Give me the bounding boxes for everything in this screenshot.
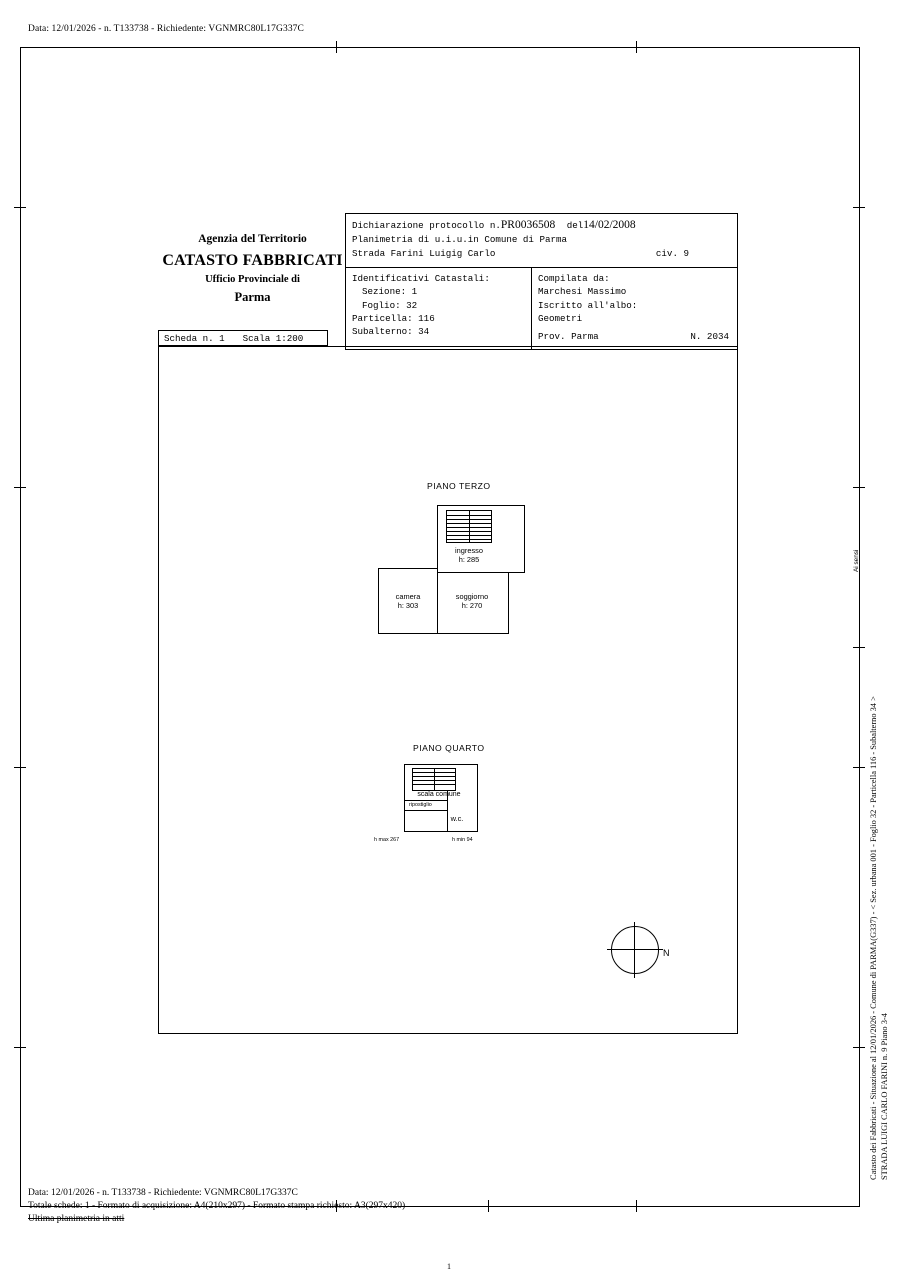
footer-line-1: Data: 12/01/2026 - n. T133738 - Richiedente: VGNMRC80L17G337C bbox=[28, 1188, 298, 1198]
sezione-label: Sezione: bbox=[362, 286, 407, 298]
compass-north-letter: N bbox=[663, 948, 670, 958]
room-name-ingresso: ingresso bbox=[455, 546, 483, 555]
footer-line-2: Totale schede: 1 - Formato di acquisizione: A4(210x297) - Formato stampa richiesto: A3(297x420) bbox=[28, 1201, 406, 1211]
page-number: 1 bbox=[447, 1262, 451, 1271]
protocol-label: Dichiarazione protocollo n. bbox=[352, 220, 501, 231]
foglio-label: Foglio: bbox=[362, 299, 401, 311]
compiled-by-value: Marchesi Massimo bbox=[538, 286, 627, 298]
compiler-info bbox=[532, 268, 737, 349]
footer-line-3-text: Ultima planimetria in atti bbox=[28, 1214, 125, 1224]
agency-line-3: Ufficio Provinciale di bbox=[205, 274, 300, 286]
particella-label: Particella: bbox=[352, 313, 413, 325]
room-label-soggiorno bbox=[441, 592, 503, 611]
subalterno-row bbox=[352, 325, 525, 338]
drawing-frame bbox=[158, 346, 738, 1034]
cadastral-identifiers bbox=[346, 268, 532, 349]
room-label-wc: w.c. bbox=[450, 814, 464, 823]
identifiers-title: Identificativi Catastali: bbox=[352, 273, 490, 284]
subalterno-label: Subalterno: bbox=[352, 326, 413, 338]
room-height-ingresso: h: 285 bbox=[458, 555, 480, 565]
room-label-ingresso bbox=[442, 546, 496, 565]
floor-label-third: PIANO TERZO bbox=[427, 481, 491, 491]
agency-line-1: Agenzia del Territorio bbox=[198, 233, 307, 245]
address-row bbox=[346, 245, 737, 263]
room-name-camera: camera bbox=[395, 592, 421, 601]
side-strip-drawing-label: Ai sensi bbox=[853, 549, 860, 572]
declaration-columns bbox=[346, 268, 737, 349]
subalterno-value: 34 bbox=[418, 326, 430, 338]
date-value: 14/02/2008 bbox=[583, 219, 636, 231]
header-request-note: Data: 12/01/2026 - n. T133738 - Richiedente: VGNMRC80L17G337C bbox=[28, 24, 304, 34]
side-strip-line-2: STRADA LUIGI CARLO FARINI n. 9 Piano 3-4 bbox=[880, 1013, 889, 1180]
register-value: Geometri bbox=[538, 313, 583, 325]
compiled-by-label: Compilata da: bbox=[538, 273, 610, 284]
room-label-camera bbox=[380, 592, 436, 611]
protocol-value: PR0036508 bbox=[500, 219, 556, 231]
declaration-box bbox=[345, 213, 738, 350]
planimetry-row: Planimetria di u.i.u.in Comune di Parma bbox=[352, 234, 568, 245]
room-name-soggiorno: soggiorno bbox=[455, 592, 489, 601]
register-label: Iscritto all'albo: bbox=[538, 299, 638, 311]
height-min-note: h min 94 bbox=[452, 837, 473, 843]
scheda-bar bbox=[158, 330, 328, 346]
height-max-note: h max 267 bbox=[374, 837, 400, 843]
room-height-camera: h: 303 bbox=[397, 601, 419, 611]
protocol-row bbox=[346, 214, 737, 231]
sezione-row bbox=[352, 285, 525, 298]
province-label: Prov. Parma bbox=[538, 331, 599, 343]
particella-row bbox=[352, 312, 525, 325]
footer-line-3 bbox=[28, 1214, 124, 1224]
address-value: Strada Farini Luigig Carlo bbox=[352, 248, 496, 259]
scheda-scale: Scala 1:200 bbox=[242, 333, 304, 344]
registration-number: N. 2034 bbox=[690, 331, 729, 343]
compass-rose bbox=[611, 926, 659, 974]
civic-number: civ. 9 bbox=[655, 248, 689, 259]
agency-line-2: CATASTO FABBRICATI bbox=[162, 251, 343, 269]
room-label-scala-comune: scala comune bbox=[417, 791, 461, 798]
sezione-value: 1 bbox=[411, 286, 418, 298]
foglio-value: 32 bbox=[406, 299, 418, 311]
foglio-row bbox=[352, 299, 525, 312]
particella-value: 116 bbox=[418, 313, 435, 325]
room-height-soggiorno: h: 270 bbox=[461, 601, 483, 611]
agency-line-4: Parma bbox=[234, 290, 271, 305]
floor-label-fourth: PIANO QUARTO bbox=[413, 743, 485, 753]
agency-title-block bbox=[160, 232, 345, 306]
date-label: del bbox=[566, 220, 584, 231]
side-strip-line-1: Catasto dei Fabbricati - Situazione al 12/01/2026 - Comune di PARMA(G337) - < Sez. urbana 001 - Foglio 32 - Particella 116 - Subalterno 34 > bbox=[869, 696, 878, 1180]
room-label-ripostiglio: ripostiglio bbox=[409, 802, 432, 808]
scheda-number: Scheda n. 1 bbox=[164, 333, 225, 344]
